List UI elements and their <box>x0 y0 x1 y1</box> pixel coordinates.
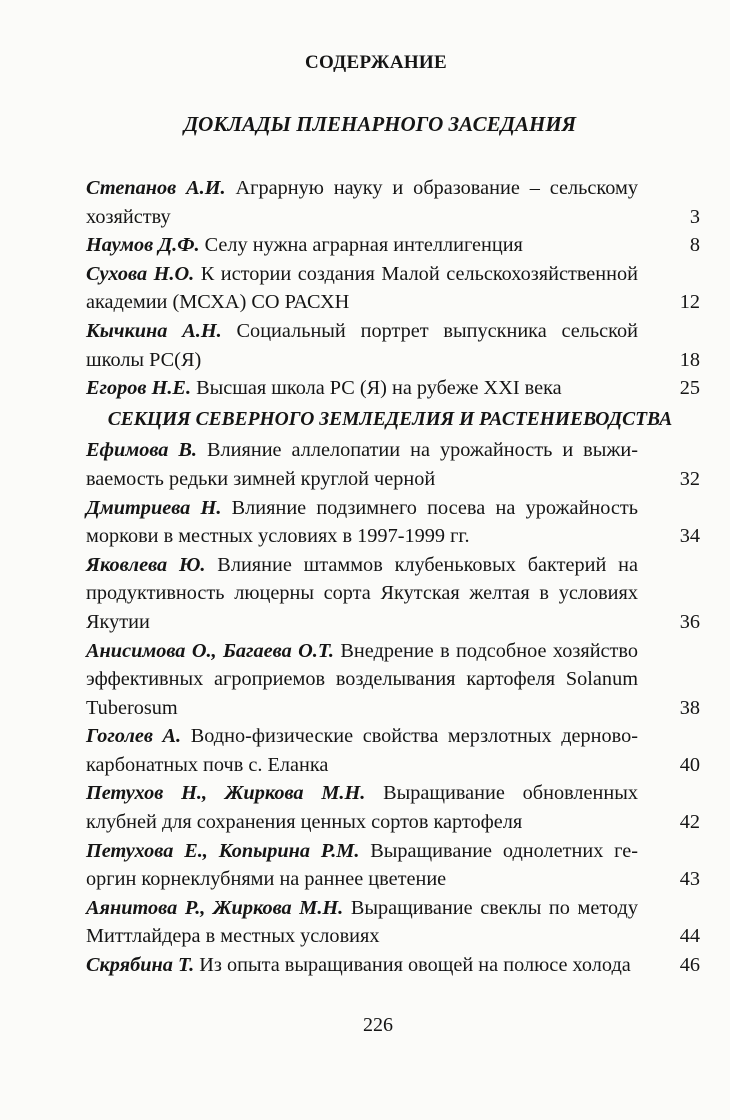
entry-page: 3 <box>689 205 700 228</box>
entry-author: Аянитова Р., Жиркова М.Н. <box>86 896 344 919</box>
entry-title: Социальный портрет выпускника сельской школы РС(Я) <box>86 319 638 371</box>
toc-entry <box>86 951 700 980</box>
page-title: СОДЕРЖАНИЕ <box>305 52 447 73</box>
entry-page: 34 <box>679 525 700 548</box>
entry-page: 8 <box>689 234 700 257</box>
toc-entry <box>86 779 700 836</box>
entry-author: Сухова Н.О. <box>86 262 195 285</box>
entry-page: 38 <box>679 696 700 719</box>
toc-entry <box>86 551 700 637</box>
toc-entry <box>86 637 700 723</box>
entry-page: 46 <box>679 954 700 977</box>
entry-author: Ефимова В. <box>86 439 198 462</box>
toc-entry <box>86 374 700 403</box>
entry-text <box>86 551 638 637</box>
page-number: 226 <box>363 1014 393 1036</box>
entry-author: Наумов Д.Ф. <box>86 234 200 257</box>
entry-title: Водно-физические свойства мерзлотных дерново-карбонатных почв с. Еланка <box>86 725 639 776</box>
toc-entry <box>86 174 700 231</box>
entry-page: 25 <box>679 377 700 400</box>
entry-title: К истории создания Малой сельскохозяйственной академии (МСХА) СО РАСХН <box>86 262 639 314</box>
entry-author: Гоголев А. <box>86 725 182 748</box>
entry-author: Анисимова О., Багаева О.Т. <box>86 639 335 662</box>
section-entries <box>86 436 700 979</box>
entry-text <box>86 317 638 374</box>
entry-text <box>86 722 638 779</box>
toc-entry <box>86 231 700 260</box>
entry-text <box>86 951 638 980</box>
entry-text <box>86 260 638 317</box>
entry-text <box>86 231 638 260</box>
entry-text <box>86 894 638 951</box>
entry-page: 40 <box>679 753 700 776</box>
entry-title: Высшая школа РС (Я) на рубеже XXI века <box>196 377 562 400</box>
toc-entry <box>86 837 700 894</box>
entry-author: Кычкина А.Н. <box>86 319 222 342</box>
toc-entry <box>86 894 700 951</box>
entry-page: 36 <box>679 610 700 633</box>
entry-author: Скрябина Т. <box>86 954 195 977</box>
toc-entry <box>86 260 700 317</box>
plenary-heading: ДОКЛАДЫ ПЛЕНАРНОГО ЗАСЕДАНИЯ <box>183 112 577 136</box>
entry-title: Выращивание свеклы по методу Миттлайдера в местных условиях <box>86 896 638 948</box>
entry-title: Выращивание однолетних георгин корнеклубнями на раннее цветение <box>86 839 639 891</box>
plenary-entries <box>86 174 700 403</box>
table-of-contents <box>86 174 700 980</box>
toc-entry <box>86 436 700 493</box>
entry-text <box>86 637 638 723</box>
entry-text <box>86 494 638 551</box>
section-heading: СЕКЦИЯ СЕВЕРНОГО ЗЕМЛЕДЕЛИЯ И РАСТЕНИЕВОДСТВА <box>107 408 673 430</box>
toc-entry <box>86 722 700 779</box>
entry-title: Внедрение в подсобное хозяйство эффективных агроприемов возделывания картофеля Solanum Tuberosum <box>86 639 639 719</box>
entry-page: 18 <box>679 348 700 371</box>
entry-page: 43 <box>679 868 700 891</box>
entry-author: Яковлева Ю. <box>86 553 206 576</box>
entry-title: Влияние штаммов клубеньковых бактерий на продуктивность люцерны сорта Якутская желтая в условиях Якутии <box>86 553 638 633</box>
entry-title: Влияние аллелопатии на урожайность и выживаемость редьки зимней круглой черной <box>86 439 639 490</box>
entry-title: Селу нужна аграрная интеллигенция <box>204 234 523 257</box>
entry-text <box>86 174 638 231</box>
entry-text <box>86 436 638 493</box>
entry-text <box>86 837 638 894</box>
entry-page: 32 <box>679 467 700 490</box>
entry-text <box>86 779 638 836</box>
entry-author: Петухова Е., Копырина Р.М. <box>86 839 360 862</box>
entry-author: Степанов А.И. <box>86 177 226 199</box>
entry-title: Влияние подзимнего посева на урожайность моркови в местных условиях в 1997-1999 гг. <box>86 496 638 548</box>
entry-title: Аграрную науку и образование – сельскому хозяйству <box>86 177 638 228</box>
entry-page: 42 <box>679 811 700 834</box>
entry-text <box>86 374 638 403</box>
entry-page: 12 <box>679 291 700 314</box>
entry-page: 44 <box>679 925 700 948</box>
toc-entry <box>86 494 700 551</box>
toc-entry <box>86 317 700 374</box>
entry-title: Из опыта выращивания овощей на полюсе холода <box>199 954 631 977</box>
entry-author: Дмитриева Н. <box>86 496 222 519</box>
entry-author: Петухов Н., Жиркова М.Н. <box>86 782 366 805</box>
entry-author: Егоров Н.Е. <box>86 377 192 400</box>
entry-title: Выращивание обновленных клубней для сохранения ценных сортов картофеля <box>86 782 638 834</box>
